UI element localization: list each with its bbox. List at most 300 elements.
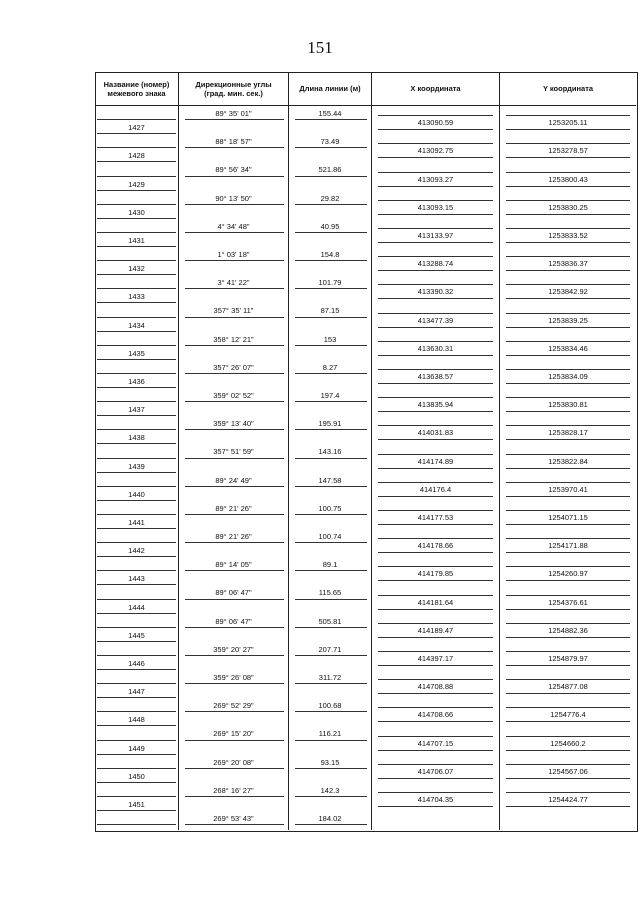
table-header [95, 72, 636, 106]
row-line [295, 768, 367, 769]
row-line [295, 345, 367, 346]
row-line [378, 425, 493, 426]
row-line [506, 764, 630, 765]
row-line [378, 256, 493, 257]
row-line [378, 651, 493, 652]
row-line [378, 496, 493, 497]
row-line [506, 439, 630, 440]
row-line [378, 566, 493, 567]
y-coordinate: 1254567.06 [548, 766, 588, 776]
mark-name: 1444 [128, 602, 145, 612]
row-line [295, 317, 367, 318]
line-length: 153 [323, 334, 337, 344]
row-line [506, 228, 630, 229]
row-line [295, 655, 367, 656]
direction-angle: 3° 41' 22" [217, 278, 250, 288]
row-line [506, 214, 630, 215]
mark-name: 1435 [128, 348, 145, 358]
row-line [506, 679, 630, 680]
line-length: 115.65 [318, 588, 342, 598]
row-line [185, 176, 284, 177]
row-line [97, 725, 176, 726]
direction-angle: 89° 21' 26" [215, 503, 252, 513]
row-line [97, 331, 176, 332]
line-length: 155.44 [318, 109, 342, 118]
x-coordinate: 414179.85 [417, 569, 454, 579]
row-line [506, 313, 630, 314]
y-coordinate: 1253836.37 [548, 259, 588, 269]
row-line [506, 355, 630, 356]
row-line [378, 637, 493, 638]
row-line [97, 345, 176, 346]
row-line [506, 298, 630, 299]
row-line [506, 397, 630, 398]
row-line [506, 242, 630, 243]
row-line [506, 157, 630, 158]
row-line [378, 679, 493, 680]
row-line [97, 641, 176, 642]
row-line [506, 186, 630, 187]
mark-name: 1449 [128, 743, 145, 753]
header-name: Название (номер) межевого знака [103, 79, 170, 98]
mark-name: 1441 [128, 517, 145, 527]
row-line [97, 274, 176, 275]
row-line [506, 665, 630, 666]
row-line [506, 510, 630, 511]
x-coordinate: 414189.47 [417, 625, 454, 635]
row-line [185, 711, 284, 712]
row-line [506, 327, 630, 328]
row-line [295, 683, 367, 684]
x-coordinate: 414177.53 [417, 512, 454, 522]
row-line [295, 401, 367, 402]
row-line [378, 778, 493, 779]
row-line [506, 623, 630, 624]
line-length: 143.16 [318, 447, 342, 457]
direction-angle: 359° 26' 08" [213, 673, 254, 682]
direction-angle: 359° 20' 27" [213, 644, 254, 654]
mark-name: 1438 [128, 433, 145, 443]
x-coordinate: 414176.4 [419, 484, 452, 494]
row-line [185, 683, 284, 684]
mark-name: 1434 [128, 320, 145, 330]
row-line [97, 288, 176, 289]
row-line [378, 510, 493, 511]
y-coordinate: 1254171.88 [548, 541, 588, 551]
line-length: 116.21 [318, 729, 342, 739]
row-line [295, 176, 367, 177]
direction-angle: 357° 26' 07" [213, 362, 254, 372]
row-line [185, 796, 284, 797]
line-length: 184.02 [318, 814, 342, 823]
row-line [295, 514, 367, 515]
header-x: X координата [410, 84, 461, 93]
row-line [506, 129, 630, 130]
line-length: 147.58 [318, 475, 342, 485]
mark-name: 1427 [128, 123, 145, 133]
row-line [185, 627, 284, 628]
row-line [506, 341, 630, 342]
row-line [506, 383, 630, 384]
row-line [97, 147, 176, 148]
row-line [185, 429, 284, 430]
line-length: 100.75 [318, 503, 342, 513]
row-line [97, 542, 176, 543]
row-line [378, 369, 493, 370]
mark-name: 1437 [128, 405, 145, 415]
row-line [97, 119, 176, 120]
header-y: Y координата [542, 84, 594, 93]
y-coordinate: 1253833.52 [548, 230, 588, 240]
row-line [97, 204, 176, 205]
direction-angle: 89° 35' 01" [215, 109, 252, 118]
row-line [97, 796, 176, 797]
x-coordinate: 413133.97 [417, 230, 454, 240]
row-line [97, 810, 176, 811]
row-line [97, 415, 176, 416]
row-line [97, 161, 176, 162]
y-coordinate: 1253842.92 [548, 287, 588, 297]
row-line [185, 570, 284, 571]
direction-angle: 359° 13' 40" [213, 419, 254, 429]
row-line [506, 637, 630, 638]
y-coordinate: 1253830.25 [548, 202, 588, 212]
row-line [506, 411, 630, 412]
x-coordinate: 413477.39 [417, 315, 454, 325]
direction-angle: 357° 51' 59" [213, 447, 254, 457]
row-line [378, 284, 493, 285]
direction-angle: 88° 18' 57" [215, 137, 252, 147]
row-line [506, 651, 630, 652]
mark-name: 1450 [128, 771, 145, 781]
row-line [378, 454, 493, 455]
row-line [378, 186, 493, 187]
row-line [506, 750, 630, 751]
row-line [378, 327, 493, 328]
direction-angle: 89° 14' 05" [215, 560, 252, 570]
row-line [378, 524, 493, 525]
x-coordinate: 413090.59 [417, 118, 454, 128]
direction-angle: 359° 02' 52" [213, 391, 254, 400]
row-line [295, 542, 367, 543]
row-line [295, 740, 367, 741]
row-line [97, 683, 176, 684]
row-line [97, 429, 176, 430]
x-coordinate: 414397.17 [417, 653, 454, 663]
y-coordinate: 1253839.25 [548, 315, 588, 325]
row-line [506, 792, 630, 793]
row-line [378, 439, 493, 440]
row-line [506, 270, 630, 271]
row-line [506, 552, 630, 553]
line-length: 142.3 [320, 785, 340, 795]
row-line [506, 778, 630, 779]
row-line [506, 200, 630, 201]
row-line [295, 458, 367, 459]
row-line [378, 355, 493, 356]
mark-name: 1433 [128, 292, 145, 302]
row-line [295, 599, 367, 600]
row-line [295, 288, 367, 289]
row-line [378, 172, 493, 173]
row-line [378, 143, 493, 144]
x-coordinate: 413092.75 [417, 146, 454, 156]
row-line [97, 260, 176, 261]
row-line [97, 768, 176, 769]
row-line [378, 115, 493, 116]
x-coordinate: 414708.66 [417, 710, 454, 720]
y-coordinate: 1253828.17 [548, 428, 588, 438]
row-line [185, 458, 284, 459]
y-coordinate: 1254660.2 [550, 738, 586, 748]
x-coordinate: 414031.83 [417, 428, 454, 438]
row-line [97, 627, 176, 628]
row-line [506, 256, 630, 257]
row-line [506, 284, 630, 285]
row-line [506, 721, 630, 722]
mark-name: 1443 [128, 574, 145, 584]
direction-angle: 357° 35' 11" [213, 306, 254, 316]
direction-angle: 1° 03' 18" [217, 250, 250, 259]
row-line [185, 401, 284, 402]
row-line [295, 232, 367, 233]
mark-name: 1446 [128, 658, 145, 668]
direction-angle: 89° 56' 34" [215, 165, 252, 175]
line-length: 195.91 [318, 419, 342, 429]
line-length: 207.71 [318, 644, 342, 654]
row-line [506, 143, 630, 144]
line-length: 197.4 [320, 391, 340, 400]
row-line [378, 580, 493, 581]
line-length: 29.82 [320, 193, 340, 203]
row-line [378, 397, 493, 398]
row-line [378, 707, 493, 708]
row-line [295, 486, 367, 487]
row-line [185, 119, 284, 120]
row-line [97, 599, 176, 600]
row-line [378, 538, 493, 539]
row-line [378, 552, 493, 553]
row-line [97, 528, 176, 529]
line-length: 40.95 [320, 221, 340, 231]
line-length: 87.15 [320, 306, 340, 316]
line-length: 100.68 [318, 701, 342, 711]
row-line [378, 764, 493, 765]
y-coordinate: 1254776.4 [550, 710, 586, 720]
direction-angle: 358° 12' 21" [213, 334, 254, 344]
line-length: 89.1 [322, 560, 338, 570]
row-line [378, 721, 493, 722]
mark-name: 1451 [128, 799, 145, 809]
row-line [185, 655, 284, 656]
row-line [378, 200, 493, 201]
direction-angle: 89° 21' 26" [215, 532, 252, 541]
mark-name: 1445 [128, 630, 145, 640]
direction-angle: 4° 34' 48" [217, 221, 250, 231]
row-line [378, 242, 493, 243]
direction-angle: 89° 06' 47" [215, 616, 252, 626]
row-line [378, 609, 493, 610]
y-coordinate: 1254882.36 [548, 625, 588, 635]
x-coordinate: 414181.64 [417, 597, 454, 607]
row-line [97, 711, 176, 712]
row-line [295, 373, 367, 374]
direction-angle: 90° 13' 50" [215, 193, 252, 203]
line-length: 521.86 [318, 165, 342, 175]
row-line [97, 584, 176, 585]
row-line [378, 693, 493, 694]
row-line [185, 740, 284, 741]
row-line [97, 613, 176, 614]
row-line [295, 570, 367, 571]
y-coordinate: 1254376.61 [548, 597, 588, 607]
row-line [506, 369, 630, 370]
line-length: 8.27 [322, 362, 338, 372]
mark-name: 1442 [128, 546, 145, 556]
row-line [506, 736, 630, 737]
row-line [506, 454, 630, 455]
row-line [378, 411, 493, 412]
row-line [506, 806, 630, 807]
row-line [185, 373, 284, 374]
row-line [506, 580, 630, 581]
row-line [97, 317, 176, 318]
line-length: 73.49 [320, 137, 340, 147]
y-coordinate: 1253205.11 [548, 118, 588, 128]
row-line [378, 228, 493, 229]
header-angle: Дирекционные углы (град. мин. сек.) [195, 79, 272, 98]
x-coordinate: 413638.57 [417, 371, 454, 381]
y-coordinate: 1253834.46 [548, 343, 588, 353]
row-line [295, 627, 367, 628]
x-coordinate: 413093.27 [417, 174, 454, 184]
row-line [97, 359, 176, 360]
row-line [97, 401, 176, 402]
mark-name: 1432 [128, 264, 145, 274]
y-coordinate: 1254877.08 [548, 682, 588, 692]
row-line [506, 115, 630, 116]
row-line [378, 623, 493, 624]
line-length: 154.8 [320, 250, 340, 259]
direction-angle: 269° 52' 29" [213, 701, 254, 711]
row-line [378, 157, 493, 158]
row-line [185, 288, 284, 289]
row-line [506, 707, 630, 708]
row-line [506, 693, 630, 694]
row-line [506, 595, 630, 596]
row-line [295, 824, 367, 825]
row-line [97, 486, 176, 487]
boundary-marks-table [95, 72, 637, 831]
y-coordinate: 1254260.97 [548, 569, 588, 579]
mark-name: 1430 [128, 207, 145, 217]
mark-name: 1428 [128, 151, 145, 161]
row-line [295, 147, 367, 148]
row-line [97, 472, 176, 473]
row-line [185, 147, 284, 148]
row-line [185, 345, 284, 346]
row-line [185, 317, 284, 318]
row-line [295, 711, 367, 712]
row-line [185, 486, 284, 487]
header-length: Длина линии (м) [299, 84, 361, 93]
row-line [185, 824, 284, 825]
row-line [97, 824, 176, 825]
row-line [185, 542, 284, 543]
row-line [97, 246, 176, 247]
row-line [97, 782, 176, 783]
row-line [97, 190, 176, 191]
mark-name: 1429 [128, 179, 145, 189]
y-coordinate: 1253822.84 [548, 456, 588, 466]
row-line [295, 429, 367, 430]
y-coordinate: 1253970.41 [548, 484, 588, 494]
x-coordinate: 414708.88 [417, 682, 454, 692]
row-line [185, 260, 284, 261]
x-coordinate: 414178.66 [417, 541, 454, 551]
row-line [97, 500, 176, 501]
row-line [378, 214, 493, 215]
line-length: 93.15 [320, 757, 340, 767]
row-line [506, 524, 630, 525]
x-coordinate: 413630.31 [417, 343, 454, 353]
row-line [97, 669, 176, 670]
row-line [378, 270, 493, 271]
x-coordinate: 413288.74 [417, 259, 454, 269]
line-length: 311.72 [318, 673, 342, 682]
x-coordinate: 414174.89 [417, 456, 454, 466]
y-coordinate: 1254424.77 [548, 794, 588, 804]
row-line [97, 697, 176, 698]
row-line [185, 768, 284, 769]
row-line [185, 514, 284, 515]
row-line [506, 609, 630, 610]
row-line [97, 387, 176, 388]
row-line [97, 655, 176, 656]
x-coordinate: 413835.94 [417, 400, 454, 410]
row-line [378, 806, 493, 807]
y-coordinate: 1253834.09 [548, 371, 588, 381]
mark-name: 1436 [128, 376, 145, 386]
row-line [97, 556, 176, 557]
row-line [185, 232, 284, 233]
row-line [378, 792, 493, 793]
x-coordinate: 413093.15 [417, 202, 454, 212]
row-line [97, 133, 176, 134]
row-line [185, 599, 284, 600]
row-line [97, 232, 176, 233]
row-line [97, 458, 176, 459]
x-coordinate: 414704.35 [417, 794, 454, 804]
row-line [506, 482, 630, 483]
line-length: 505.81 [318, 616, 342, 626]
mark-name: 1448 [128, 715, 145, 725]
row-line [506, 538, 630, 539]
y-coordinate: 1253800.43 [548, 174, 588, 184]
row-line [97, 570, 176, 571]
row-line [506, 496, 630, 497]
row-line [295, 260, 367, 261]
y-coordinate: 1253278.57 [548, 146, 588, 156]
row-line [295, 796, 367, 797]
direction-angle: 89° 24' 49" [215, 475, 252, 485]
row-line [378, 736, 493, 737]
row-line [97, 373, 176, 374]
mark-name: 1440 [128, 489, 145, 499]
row-line [378, 383, 493, 384]
row-line [506, 172, 630, 173]
mark-name: 1447 [128, 687, 145, 697]
